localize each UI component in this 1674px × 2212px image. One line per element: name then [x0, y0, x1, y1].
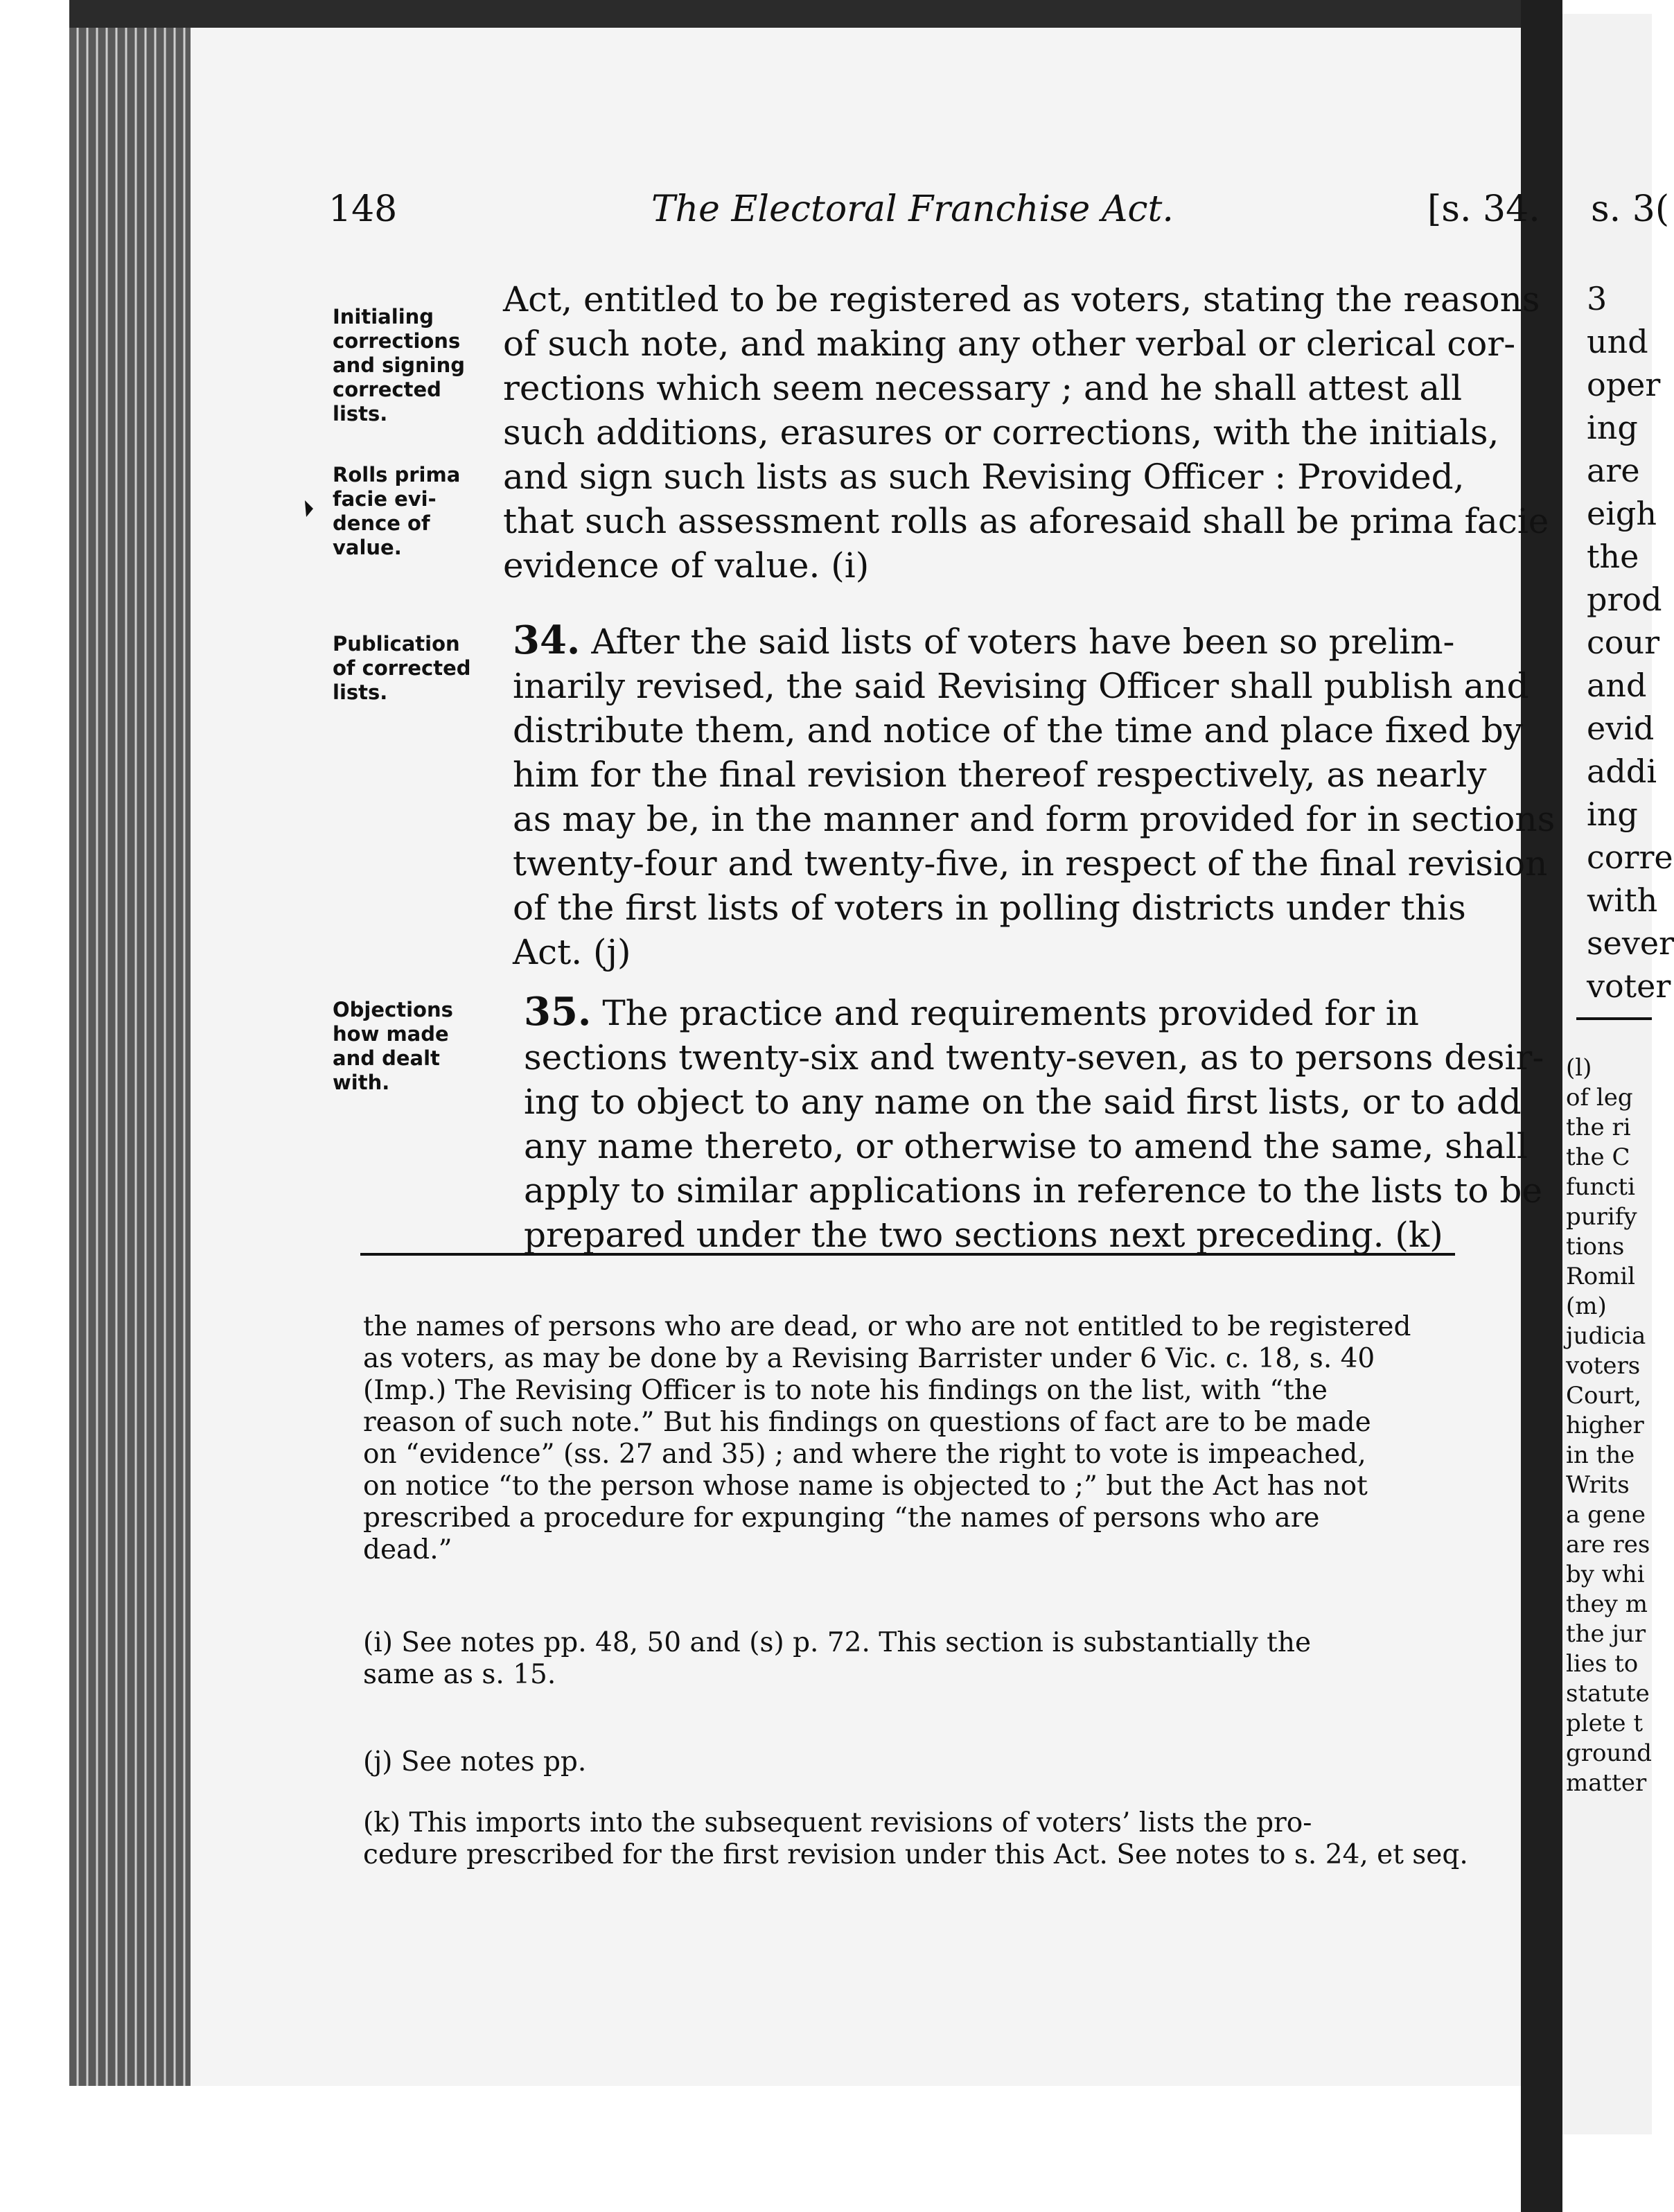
right-page-line: evid	[1587, 710, 1655, 747]
right-page-footnote-line: ground	[1566, 1739, 1653, 1767]
right-page-footnote-line: Romil	[1566, 1263, 1636, 1290]
right-page-line: 3	[1587, 280, 1607, 317]
footnote-line: on notice “to the person whose name is objected to ;” but the Act has not	[363, 1471, 1368, 1502]
body-line: sections twenty-six and twenty-seven, as to persons desir-	[524, 1037, 1544, 1078]
body-paragraph	[503, 277, 1549, 588]
right-page-footnote-line: are res	[1566, 1531, 1650, 1559]
right-page-footnote-line: (l)	[1566, 1054, 1592, 1082]
margin-note-line: Publication	[333, 632, 460, 656]
margin-note-line: lists.	[333, 402, 388, 425]
body-line: The practice and requirements provided for in	[602, 993, 1419, 1033]
section-reference: [s. 34.	[1427, 188, 1540, 230]
body-line: After the said lists of voters have been so prelim-	[591, 622, 1455, 662]
right-page-footnote-line: of leg	[1566, 1084, 1633, 1112]
body-line: Act. (j)	[513, 932, 631, 972]
running-title: The Electoral Franchise Act.	[651, 188, 1174, 230]
right-page-line: the	[1587, 538, 1639, 575]
right-page-footnote-line: plete t	[1566, 1710, 1644, 1737]
body-line: as may be, in the manner and form provided for in sections	[513, 799, 1556, 839]
footnote-line: (j) See notes pp.	[363, 1746, 587, 1778]
body-line: any name thereto, or otherwise to amend the same, shall	[524, 1126, 1528, 1166]
margin-note-line: and signing	[333, 353, 466, 377]
body-line: of such note, and making any other verbal or clerical cor-	[503, 324, 1516, 364]
margin-note-line: and dealt	[333, 1046, 440, 1070]
right-page-footnote-line: the C	[1566, 1143, 1630, 1171]
footnote-line: cedure prescribed for the first revision under this Act. See notes to s. 24, et seq.	[363, 1839, 1468, 1870]
margin-note-line: lists.	[333, 681, 388, 704]
margin-note-initialing	[333, 305, 492, 426]
body-line: twenty-four and twenty-five, in respect of the final revision	[513, 843, 1548, 884]
body-line: apply to similar applications in reference to the lists to be	[524, 1170, 1542, 1211]
margin-note-rolls	[333, 463, 492, 560]
right-page-header: s. 3(	[1591, 188, 1670, 230]
footnote-line: prescribed a procedure for expunging “the names of persons who are	[363, 1502, 1320, 1534]
footnote-line: on “evidence” (ss. 27 and 35) ; and where the right to vote is impeached,	[363, 1439, 1366, 1470]
right-page-footnote-line: a gene	[1566, 1501, 1646, 1529]
right-page-footnote-line: the ri	[1566, 1114, 1631, 1141]
right-page-footnote-line: (m)	[1566, 1292, 1607, 1320]
body-line: that such assessment rolls as aforesaid shall be prima facie	[503, 501, 1549, 541]
right-page-footnote-line: higher	[1566, 1412, 1644, 1439]
section-number: 34.	[513, 617, 581, 663]
footnote-i	[363, 1627, 1311, 1691]
footnote-line: reason of such note.” But his findings on questions of fact are to be made	[363, 1407, 1371, 1438]
margin-note-line: value.	[333, 536, 402, 559]
right-page-line: sever	[1587, 924, 1674, 962]
body-line: evidence of value. (i)	[503, 545, 870, 586]
body-line: such additions, erasures or corrections, with the initials,	[503, 412, 1499, 453]
right-page-footnote-line: purify	[1566, 1203, 1637, 1231]
body-line: and sign such lists as such Revising Officer : Provided,	[503, 457, 1465, 497]
body-line: rections which seem necessary ; and he shall attest all	[503, 368, 1463, 408]
margin-note-line: of corrected	[333, 656, 471, 680]
right-page-line: ing	[1587, 796, 1638, 833]
section-34	[513, 618, 1555, 974]
right-page-footnote-line: functi	[1566, 1173, 1635, 1201]
body-line: him for the final revision thereof respectively, as nearly	[513, 755, 1487, 795]
margin-note-line: with.	[333, 1071, 390, 1094]
right-page-line: corre	[1587, 839, 1673, 876]
footnote-j	[363, 1746, 586, 1778]
margin-note-line: Objections	[333, 998, 453, 1021]
footnote-line: (k) This imports into the subsequent revisions of voters’ lists the pro-	[363, 1807, 1312, 1838]
margin-note-objections	[333, 998, 492, 1095]
margin-note-line: dence of	[333, 511, 430, 535]
margin-note-line: Initialing	[333, 305, 434, 328]
right-page-footnotes	[1566, 1053, 1652, 1798]
right-page-footnote-line: Writs	[1566, 1471, 1630, 1499]
footnote-line: (Imp.) The Revising Officer is to note his findings on the list, with “the	[363, 1375, 1328, 1406]
body-line: prepared under the two sections next preceding. (k)	[524, 1215, 1443, 1255]
footnote-line: the names of persons who are dead, or who are not entitled to be registered	[363, 1311, 1411, 1342]
footnote-line: (i) See notes pp. 48, 50 and (s) p. 72. This section is substantially the	[363, 1627, 1312, 1658]
right-page-footnote-line: judicia	[1566, 1322, 1646, 1350]
margin-note-publication	[333, 632, 492, 705]
right-page-footnote-line: they m	[1566, 1590, 1648, 1618]
body-line: ing to object to any name on the said first lists, or to add	[524, 1082, 1522, 1122]
body-line: inarily revised, the said Revising Officer shall publish and	[513, 666, 1529, 706]
right-page-line: cour	[1587, 624, 1660, 661]
right-page-line: voter	[1587, 967, 1671, 1005]
body-line: Act, entitled to be registered as voters, stating the reasons	[503, 279, 1540, 319]
margin-note-line: corrected	[333, 378, 441, 401]
margin-note-line: corrections	[333, 329, 461, 353]
right-page-line: addi	[1587, 753, 1657, 790]
right-page-line: prod	[1587, 581, 1662, 618]
right-page-footnote-line: matter	[1566, 1769, 1647, 1797]
footnote-line: as voters, as may be done by a Revising Barrister under 6 Vic. c. 18, s. 40	[363, 1343, 1375, 1374]
right-page-footnote-line: by whi	[1566, 1561, 1645, 1588]
section-number: 35.	[524, 989, 592, 1035]
right-page-footnote-line: in the	[1566, 1441, 1635, 1469]
footnote-line: dead.”	[363, 1534, 452, 1565]
right-page-line: with	[1587, 881, 1658, 919]
margin-note-line: how made	[333, 1022, 449, 1046]
margin-note-line: facie evi-	[333, 487, 437, 511]
right-page-line: and	[1587, 667, 1647, 704]
page-number: 148	[328, 188, 398, 230]
right-page-line: oper	[1587, 366, 1661, 403]
footnote-continued	[363, 1311, 1411, 1566]
body-line: of the first lists of voters in polling districts under this	[513, 888, 1466, 928]
right-page-body	[1587, 277, 1674, 1008]
right-page-line: eigh	[1587, 495, 1657, 532]
right-page-line: are	[1587, 452, 1640, 489]
section-35	[524, 990, 1544, 1257]
right-page-footnote-line: the jur	[1566, 1620, 1646, 1648]
footnote-k	[363, 1807, 1468, 1871]
right-page-footnote-line: tions	[1566, 1233, 1625, 1261]
footnote-line: same as s. 15.	[363, 1659, 556, 1690]
right-page-line: ing	[1587, 409, 1638, 446]
right-page-footnote-line: Court,	[1566, 1382, 1642, 1410]
right-page-footnote-line: lies to	[1566, 1650, 1639, 1678]
body-line: distribute them, and notice of the time and place fixed by	[513, 710, 1524, 750]
right-page-footnote-line: statute	[1566, 1680, 1650, 1708]
right-page-footnote-line: voters	[1566, 1352, 1641, 1380]
right-page-line: und	[1587, 323, 1648, 360]
margin-note-line: Rolls prima	[333, 463, 461, 486]
